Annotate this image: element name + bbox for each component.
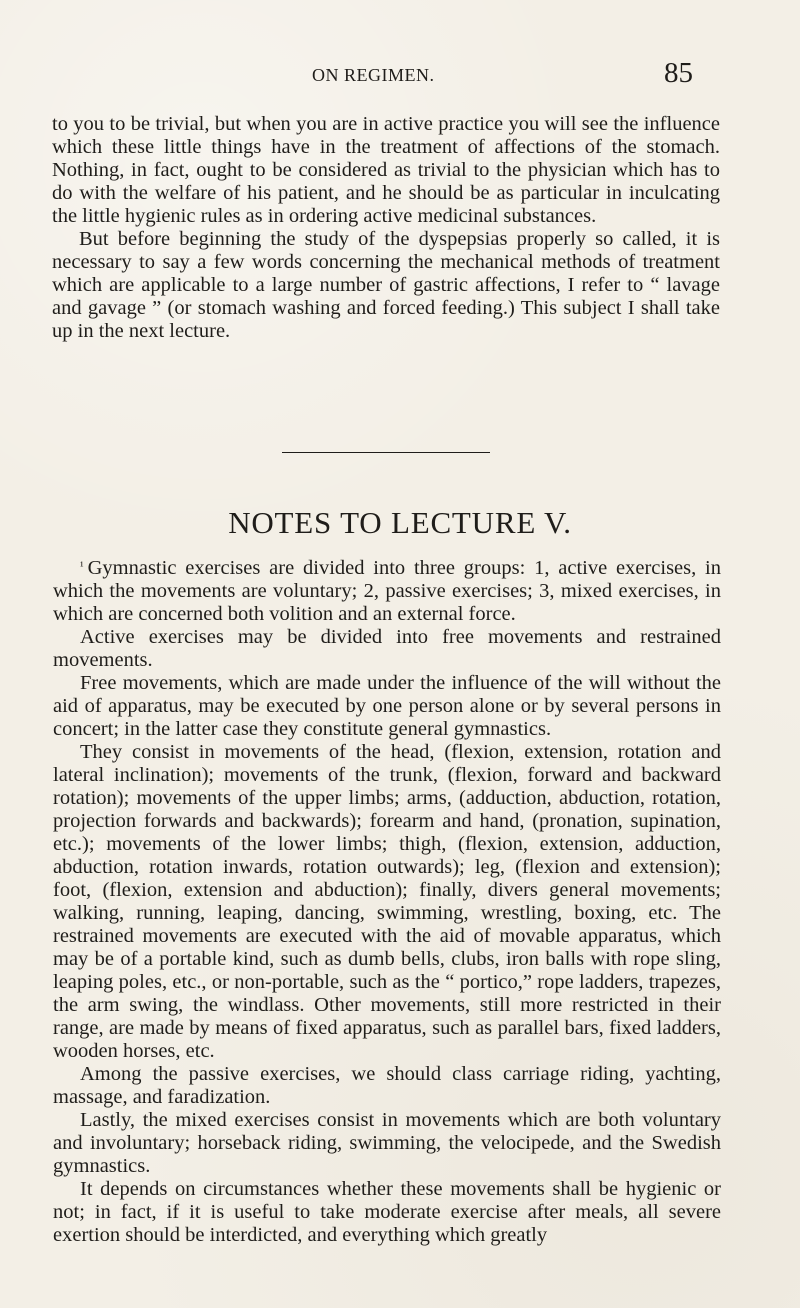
body-paragraph: But before beginning the study of the dyspepsias properly so called, it is necessary to say a few words concerning the mechanical methods of treatment which are applicable to a large number of gastric affections, I refer to “ lavage and gavage ” (or stomach washing and forced feeding.) This subject I shall take up in the next lecture.	[52, 228, 720, 342]
note-paragraph: Active exercises may be divided into free movements and restrained movements.	[53, 626, 721, 671]
notes-heading: NOTES TO LECTURE V.	[228, 505, 572, 540]
note-paragraph-text: Gymnastic exercises are divided into three groups: 1, active exercises, in which the movements are voluntary; 2, passive exercises; 3, mixed exercises, in which are concerned both volition and an external force.	[53, 557, 721, 625]
footnote-marker: ¹	[80, 559, 84, 573]
note-paragraph: Among the passive exercises, we should class carriage riding, yachting, massage, and faradization.	[53, 1063, 721, 1108]
page-number: 85	[664, 57, 693, 89]
note-paragraph: Free movements, which are made under the influence of the will without the aid of apparatus, may be executed by one person alone or by several persons in concert; in the latter case they constitute general gymnastics.	[53, 672, 721, 740]
note-paragraph: It depends on circumstances whether these movements shall be hygienic or not; in fact, if it is useful to take moderate exercise after meals, all severe exertion should be interdicted, and everything which greatly	[53, 1178, 721, 1246]
note-paragraph	[53, 557, 721, 626]
running-title: ON REGIMEN.	[312, 65, 435, 85]
notes-text	[53, 557, 721, 1247]
main-text	[52, 113, 720, 343]
note-paragraph: They consist in movements of the head, (flexion, extension, rotation and lateral inclination); movements of the trunk, (flexion, forward and backward rotation); movements of the upper limbs; arms, (adduction, abduction, rotation, projection forwards and backwards); forearm and hand, (pronation, supination, etc.); movements of the lower limbs; thigh, (flexion, extension, adduction, abduction, rotation inwards, rotation outwards); leg, (flexion and extension); foot, (flexion, extension and abduction); finally, divers general movements; walking, running, leaping, dancing, swimming, wrestling, boxing, etc. The restrained movements are executed with the aid of movable apparatus, which may be of a portable kind, such as dumb bells, clubs, iron balls with rope sling, leaping poles, etc., or non-portable, such as the “ portico,” rope ladders, trapezes, the arm swing, the windlass. Other movements, still more restricted in their range, are made by means of fixed apparatus, such as parallel bars, fixed ladders, wooden horses, etc.	[53, 741, 721, 1062]
body-paragraph: to you to be trivial, but when you are in active practice you will see the influence which these little things have in the treatment of affections of the stomach. Nothing, in fact, ought to be considered as trivial to the physician which has to do with the welfare of his patient, and he should be as particular in inculcating the little hygienic rules as in ordering active medicinal substances.	[52, 113, 720, 227]
note-paragraph: Lastly, the mixed exercises consist in movements which are both voluntary and involuntary; horseback riding, swimming, the velocipede, and the Swedish gymnastics.	[53, 1109, 721, 1177]
section-divider	[282, 452, 490, 453]
running-header	[0, 57, 800, 95]
